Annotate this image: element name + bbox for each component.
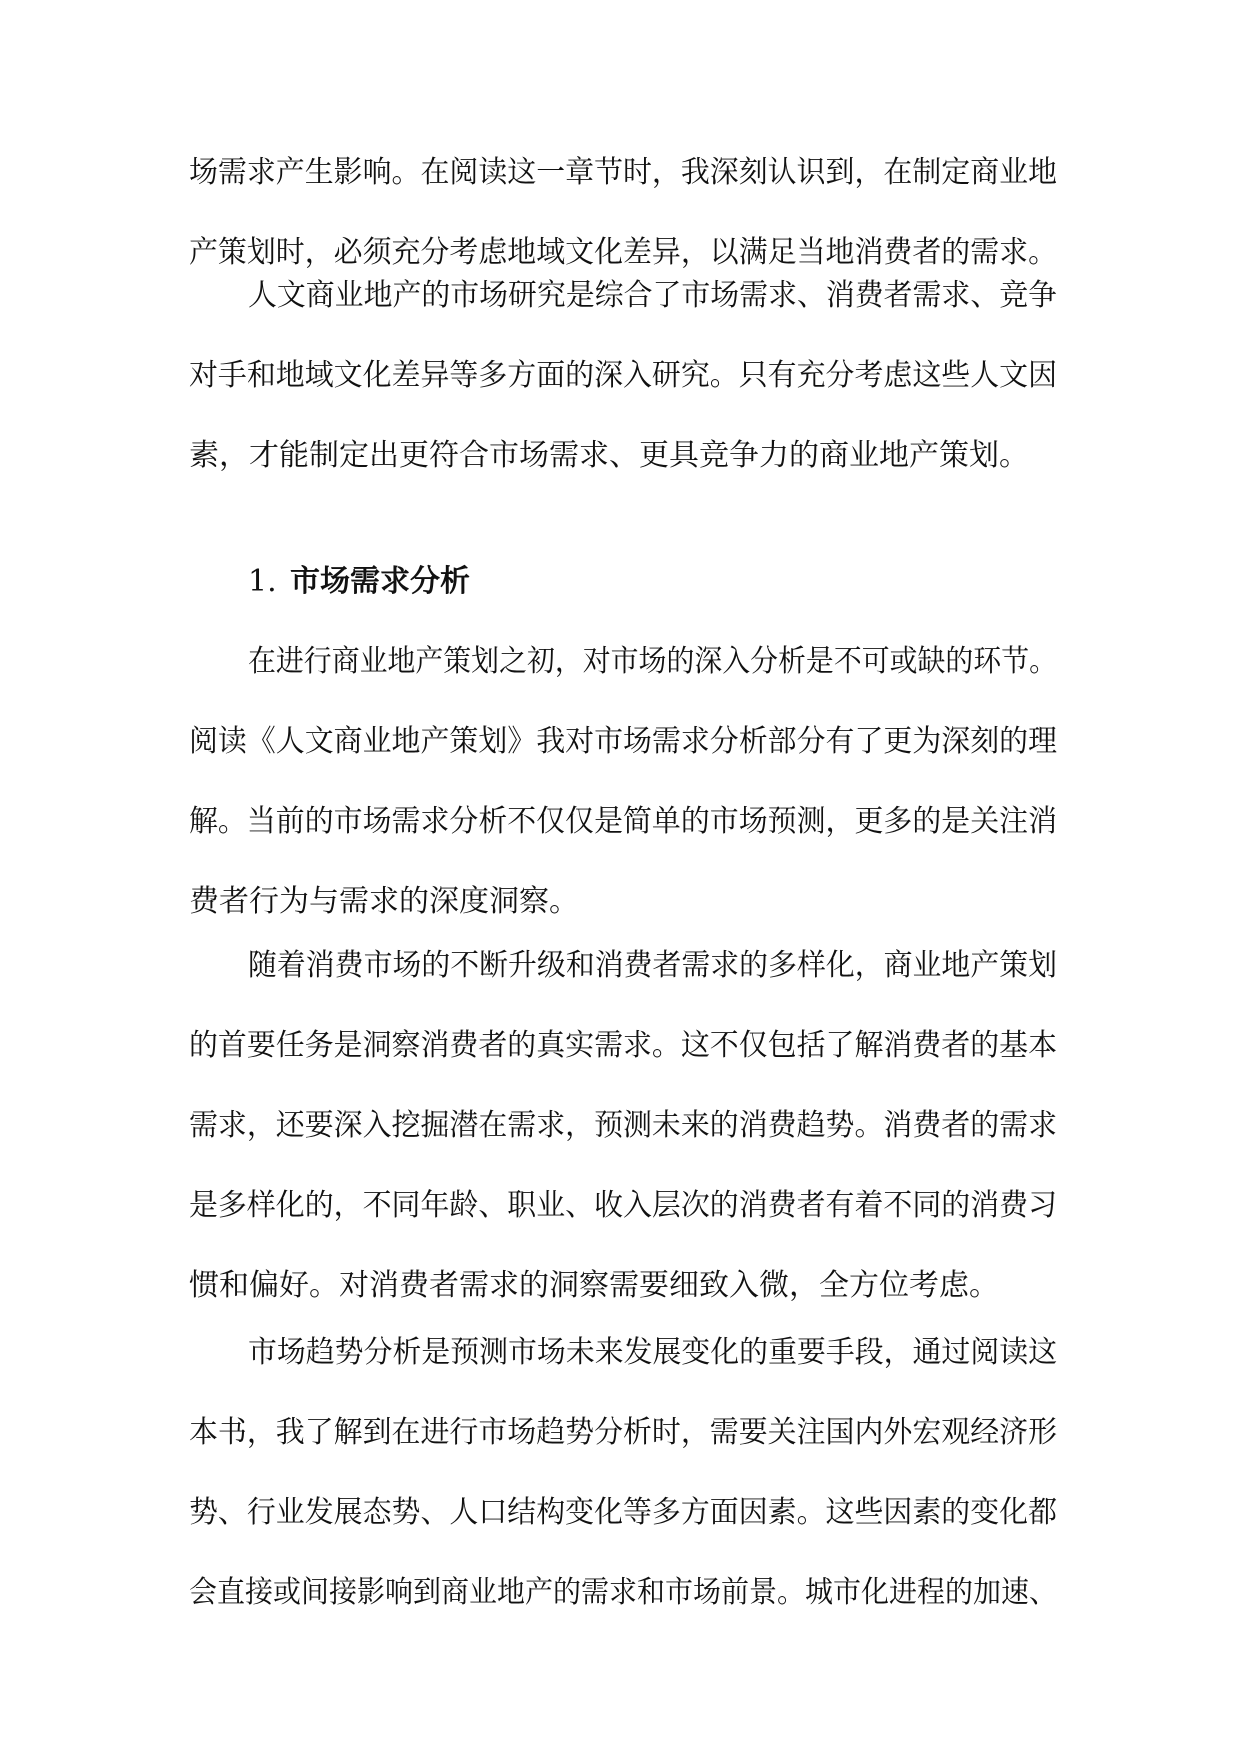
paragraph-4 bbox=[189, 926, 1057, 1326]
paragraph-4-line-5: 惯和偏好。对消费者需求的洞察需要细致入微，全方位考虑。 bbox=[189, 1268, 999, 1303]
paragraph-4-line-3: 需求，还要深入挖掘潜在需求，预测未来的消费趋势。消费者的需求 bbox=[189, 1108, 1057, 1143]
section-heading bbox=[248, 542, 470, 622]
paragraph-2-line-1: 人文商业地产的市场研究是综合了市场需求、消费者需求、竞争 bbox=[248, 278, 1057, 313]
paragraph-1-line-2: 产策划时，必须充分考虑地域文化差异，以满足当地消费者的需求。 bbox=[189, 235, 1057, 270]
section-title: 市场需求分析 bbox=[290, 564, 470, 599]
paragraph-5-line-4: 会直接或间接影响到商业地产的需求和市场前景。城市化进程的加速、 bbox=[189, 1575, 1057, 1610]
paragraph-5-line-1: 市场趋势分析是预测市场未来发展变化的重要手段，通过阅读这 bbox=[248, 1335, 1057, 1370]
paragraph-3-line-4: 费者行为与需求的深度洞察。 bbox=[189, 884, 579, 919]
paragraph-3 bbox=[189, 622, 1057, 942]
paragraph-5-line-3: 势、行业发展态势、人口结构变化等多方面因素。这些因素的变化都 bbox=[189, 1495, 1057, 1530]
paragraph-2 bbox=[189, 256, 1057, 496]
paragraph-4-line-1: 随着消费市场的不断升级和消费者需求的多样化，商业地产策划 bbox=[248, 948, 1057, 983]
paragraph-1-line-1: 场需求产生影响。在阅读这一章节时，我深刻认识到，在制定商业地 bbox=[189, 155, 1057, 190]
paragraph-3-line-2: 阅读《人文商业地产策划》我对市场需求分析部分有了更为深刻的理 bbox=[189, 724, 1057, 759]
paragraph-2-line-3: 素，才能制定出更符合市场需求、更具竞争力的商业地产策划。 bbox=[189, 438, 1029, 473]
paragraph-4-line-2: 的首要任务是洞察消费者的真实需求。这不仅包括了解消费者的基本 bbox=[189, 1028, 1057, 1063]
paragraph-5-line-2: 本书，我了解到在进行市场趋势分析时，需要关注国内外宏观经济形 bbox=[189, 1415, 1057, 1450]
paragraph-2-line-2: 对手和地域文化差异等多方面的深入研究。只有充分考虑这些人文因 bbox=[189, 358, 1057, 393]
paragraph-3-line-1: 在进行商业地产策划之初，对市场的深入分析是不可或缺的环节。 bbox=[248, 644, 1057, 679]
paragraph-5 bbox=[189, 1313, 1057, 1633]
section-number: 1. bbox=[248, 564, 277, 599]
paragraph-4-line-4: 是多样化的，不同年龄、职业、收入层次的消费者有着不同的消费习 bbox=[189, 1188, 1057, 1223]
paragraph-3-line-3: 解。当前的市场需求分析不仅仅是简单的市场预测，更多的是关注消 bbox=[189, 804, 1057, 839]
